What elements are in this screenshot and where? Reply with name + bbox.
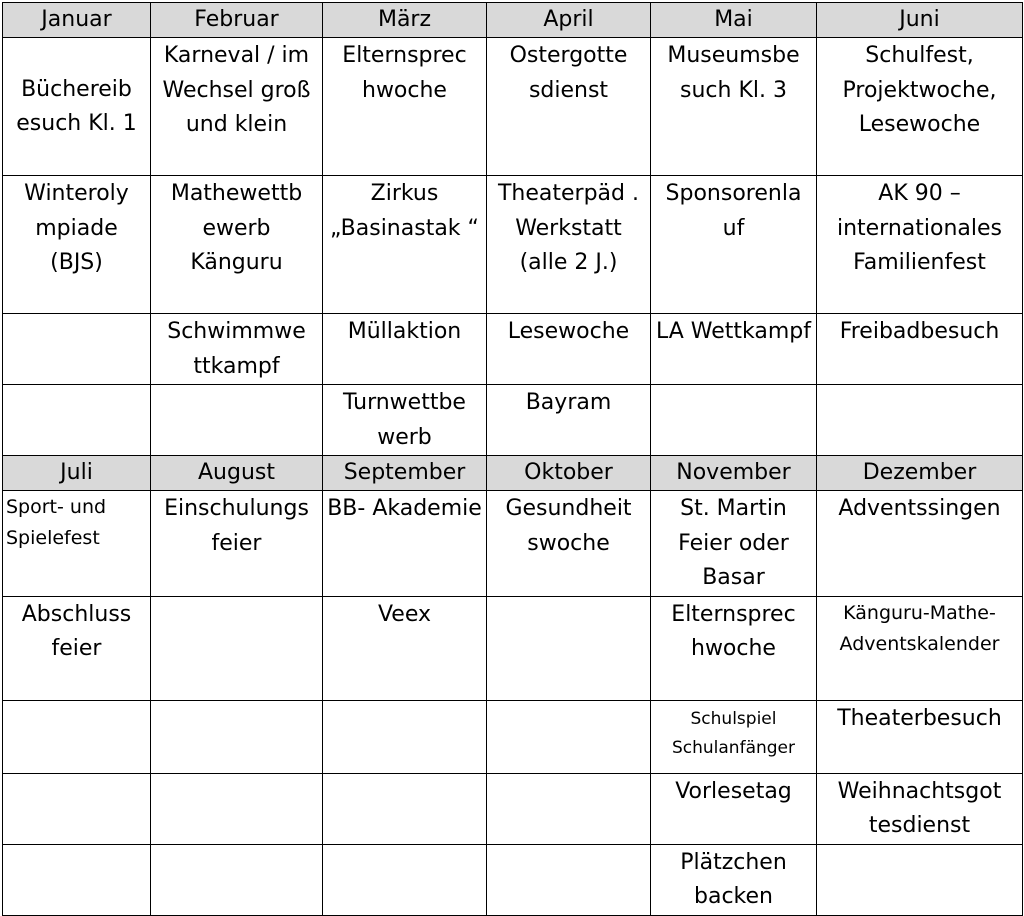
event-cell	[651, 38, 817, 176]
event-cell	[817, 596, 1023, 700]
event-cell	[651, 773, 817, 844]
event-text: Turnwettbe werb	[343, 390, 466, 450]
event-cell	[151, 773, 323, 844]
event-cell	[817, 773, 1023, 844]
event-text: LA Wettkampf	[655, 319, 812, 344]
event-text: Museumsbe such Kl. 3	[667, 43, 800, 103]
school-year-calendar	[2, 2, 1023, 916]
month-header-maerz: März	[323, 3, 487, 38]
table-row	[3, 773, 1023, 844]
event-cell	[323, 844, 487, 915]
event-cell	[151, 491, 323, 597]
event-cell	[323, 38, 487, 176]
month-header-oktober: Oktober	[487, 456, 651, 491]
table-row	[3, 38, 1023, 176]
event-cell	[323, 773, 487, 844]
table-row	[3, 385, 1023, 456]
event-text: Weihnachtsgot tesdienst	[837, 778, 1002, 838]
table-row	[3, 176, 1023, 314]
event-cell	[3, 38, 151, 176]
event-text: Plätzchen backen	[680, 849, 787, 909]
event-cell	[487, 596, 651, 700]
event-cell	[323, 700, 487, 773]
event-cell	[487, 773, 651, 844]
event-cell	[651, 700, 817, 773]
event-cell	[487, 176, 651, 314]
event-cell	[817, 385, 1023, 456]
event-cell	[3, 700, 151, 773]
event-text: Winteroly mpiade (BJS)	[24, 181, 129, 275]
month-header-september: September	[323, 456, 487, 491]
event-text: Abschluss feier	[21, 601, 132, 661]
event-cell	[151, 700, 323, 773]
month-header-juli: Juli	[3, 456, 151, 491]
event-cell	[3, 491, 151, 597]
event-text: Theaterbesuch	[837, 705, 1002, 731]
event-text: Schwimmwe ttkampf	[167, 319, 306, 379]
event-text: St. Martin Feier oder Basar	[678, 496, 789, 590]
event-text: Schulspiel Schulanfänger	[671, 708, 796, 758]
table-row	[3, 596, 1023, 700]
event-cell	[651, 491, 817, 597]
event-cell	[651, 314, 817, 385]
event-text: Büchereib esuch Kl. 1	[16, 76, 137, 136]
event-cell	[487, 314, 651, 385]
event-text: Adventssingen	[838, 496, 1001, 521]
event-cell	[151, 385, 323, 456]
event-cell	[323, 176, 487, 314]
event-text: BB- Akademie	[327, 496, 482, 521]
month-header-november: November	[651, 456, 817, 491]
event-text: Einschulungs feier	[164, 496, 309, 556]
event-cell	[817, 491, 1023, 597]
event-cell	[651, 596, 817, 700]
event-text: AK 90 – internationales Familienfest	[836, 181, 1003, 275]
event-text: Elternsprec hwoche	[671, 601, 796, 661]
event-cell	[487, 38, 651, 176]
event-text: Freibadbesuch	[839, 319, 1000, 344]
month-header-januar: Januar	[3, 3, 151, 38]
event-cell	[151, 596, 323, 700]
event-cell	[651, 176, 817, 314]
event-cell	[323, 314, 487, 385]
month-header-mai: Mai	[651, 3, 817, 38]
event-cell	[487, 491, 651, 597]
table-row	[3, 700, 1023, 773]
month-header-dezember: Dezember	[817, 456, 1023, 491]
event-cell	[151, 314, 323, 385]
month-header-row-first-half	[3, 3, 1023, 38]
month-header-juni: Juni	[817, 3, 1023, 38]
event-cell	[3, 844, 151, 915]
event-cell	[487, 844, 651, 915]
event-text: Müllaktion	[347, 319, 462, 344]
event-text: Zirkus „Basinastak “	[330, 181, 479, 241]
event-text: Veex	[377, 601, 432, 627]
event-text: Theaterpäd . Werkstatt (alle 2 J.)	[497, 181, 639, 275]
event-cell	[817, 700, 1023, 773]
event-cell	[151, 176, 323, 314]
event-cell	[817, 844, 1023, 915]
event-text: Elternsprec hwoche	[342, 43, 467, 103]
month-header-august: August	[151, 456, 323, 491]
event-text: Sport- und Spielefest	[6, 496, 107, 549]
event-text: Bayram	[525, 390, 612, 415]
event-cell	[3, 385, 151, 456]
table-row	[3, 844, 1023, 915]
event-cell	[151, 844, 323, 915]
event-cell	[651, 385, 817, 456]
event-cell	[3, 773, 151, 844]
event-text: Schulfest, Projektwoche, Lesewoche	[842, 43, 997, 137]
event-cell	[487, 385, 651, 456]
event-text: Lesewoche	[507, 319, 630, 344]
event-text: Känguru-Mathe- Adventskalender	[839, 601, 1000, 655]
event-text: Ostergotte sdienst	[509, 43, 628, 103]
event-cell	[3, 176, 151, 314]
event-text: Vorlesetag	[675, 778, 792, 804]
event-cell	[817, 176, 1023, 314]
month-header-april: April	[487, 3, 651, 38]
event-text: Mathewettb ewerb Känguru	[170, 181, 303, 275]
event-text: Karneval / im Wechsel groß und klein	[162, 43, 311, 137]
event-cell	[3, 314, 151, 385]
event-cell	[817, 314, 1023, 385]
event-cell	[323, 385, 487, 456]
event-cell	[487, 700, 651, 773]
month-header-row-second-half	[3, 456, 1023, 491]
month-header-februar: Februar	[151, 3, 323, 38]
event-cell	[323, 491, 487, 597]
table-row	[3, 314, 1023, 385]
event-text: Sponsorenla uf	[665, 181, 802, 241]
event-cell	[817, 38, 1023, 176]
table-row	[3, 491, 1023, 597]
event-text: Gesundheit swoche	[505, 496, 632, 556]
event-cell	[323, 596, 487, 700]
event-cell	[151, 38, 323, 176]
event-cell	[651, 844, 817, 915]
event-cell	[3, 596, 151, 700]
